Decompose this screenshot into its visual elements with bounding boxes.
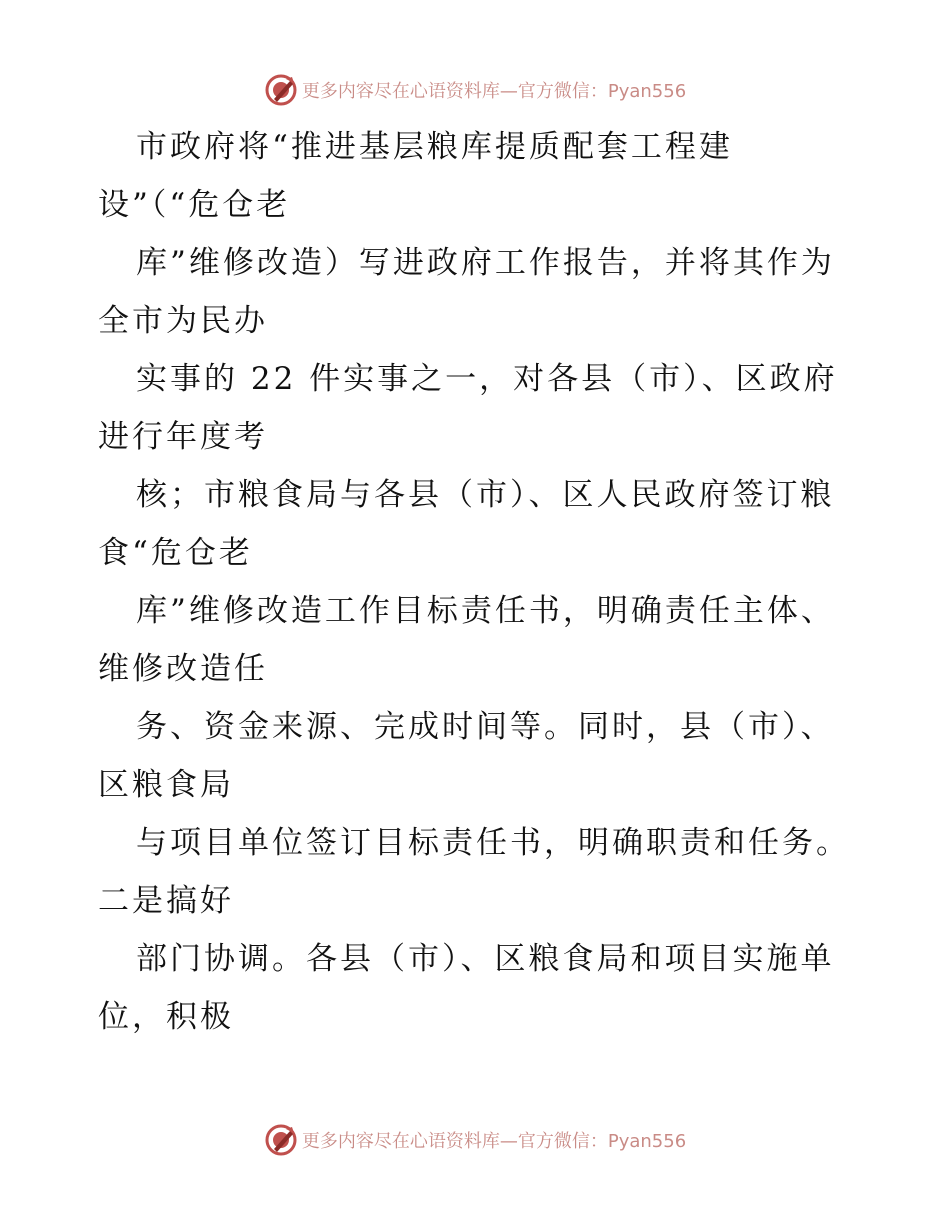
text-line: 维修改造任 bbox=[98, 651, 268, 687]
pen-logo-icon bbox=[264, 1123, 298, 1157]
text-line: 区粮食局 bbox=[98, 767, 234, 803]
text-line: 进行年度考 bbox=[98, 419, 268, 455]
text-line: 与项目单位签订目标责任书，明确职责和任务。 bbox=[136, 825, 850, 861]
footer-banner-text: 更多内容尽在心语资料库—官方微信：Pyan556 bbox=[301, 1131, 687, 1152]
text-line: 全市为民办 bbox=[98, 303, 268, 339]
header-banner-text: 更多内容尽在心语资料库—官方微信：Pyan556 bbox=[301, 81, 687, 102]
text-line: 务、资金来源、完成时间等。同时，县（市）、 bbox=[136, 709, 835, 745]
text-line: 二是搞好 bbox=[98, 883, 234, 919]
pen-logo-icon bbox=[264, 73, 298, 107]
text-line: 部门协调。各县（市）、区粮食局和项目实施单 bbox=[136, 941, 835, 977]
text-line: 库”维修改造工作目标责任书，明确责任主体、 bbox=[136, 593, 835, 629]
header-banner bbox=[0, 70, 950, 110]
text-line: 核；市粮食局与各县（市）、区人民政府签订粮 bbox=[136, 477, 835, 513]
text-line: 市政府将“推进基层粮库提质配套工程建 bbox=[136, 129, 733, 165]
footer-banner bbox=[0, 1120, 950, 1160]
text-line: 实事的 22 件实事之一，对各县（市）、区政府 bbox=[136, 361, 838, 397]
text-line: 食“危仓老 bbox=[98, 535, 253, 571]
text-line: 设”（“危仓老 bbox=[98, 187, 291, 223]
text-line: 位，积极 bbox=[98, 999, 234, 1035]
text-line: 库”维修改造）写进政府工作报告，并将其作为 bbox=[136, 245, 835, 281]
document-body bbox=[98, 118, 878, 1046]
